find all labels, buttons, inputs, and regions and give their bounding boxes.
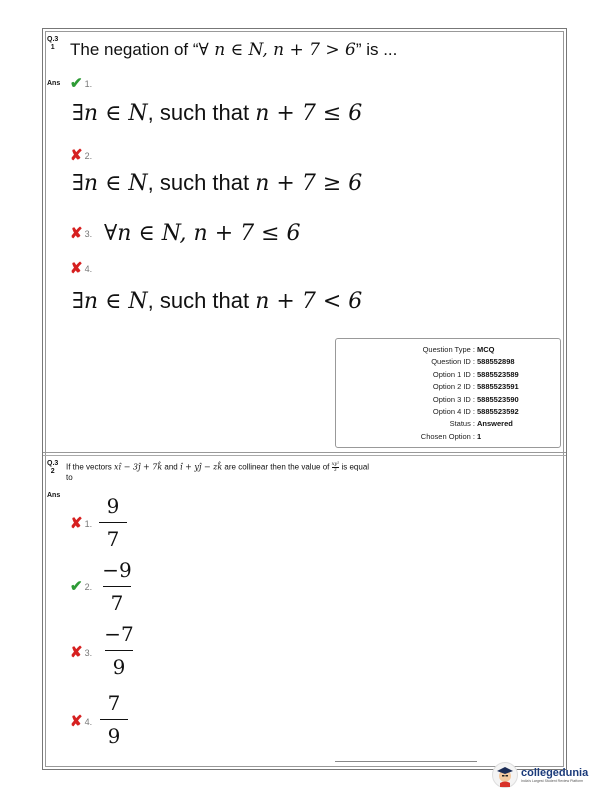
vector-expression: xî − 3ĵ + 7k̂ xyxy=(114,462,163,472)
fraction-denominator: 9 xyxy=(107,724,121,748)
option-fraction xyxy=(93,494,133,551)
question-text-part: and xyxy=(162,462,180,472)
option-number: 2. xyxy=(84,150,93,161)
option-math: ∃n ∈ N xyxy=(72,101,148,126)
cross-icon: ✘ xyxy=(70,644,83,661)
option-fraction xyxy=(94,691,134,748)
option-math: n + 7 ≥ 6 xyxy=(255,171,363,196)
option-marker xyxy=(70,76,92,91)
option-marker xyxy=(70,579,92,594)
info-row xyxy=(336,370,560,379)
cross-icon: ✘ xyxy=(70,515,83,532)
graduate-icon xyxy=(492,762,518,788)
question-text-prefix: The negation of “ xyxy=(70,40,199,59)
option-math: ∀n ∈ N, n + 7 ≤ 6 xyxy=(104,221,301,246)
question-text-part: to xyxy=(66,473,73,482)
option-number: 4. xyxy=(84,263,93,274)
option-number: 1. xyxy=(84,518,93,529)
check-icon: ✔ xyxy=(70,75,83,92)
option-text: , such that xyxy=(147,170,256,195)
section-divider xyxy=(43,452,566,453)
fraction-numerator: 9 xyxy=(106,494,120,518)
fraction-bar xyxy=(100,719,128,720)
logo-name: collegedunia xyxy=(521,766,589,779)
info-value: MCQ xyxy=(477,345,495,354)
info-row xyxy=(336,382,560,391)
cross-icon: ✘ xyxy=(70,225,83,242)
cross-icon: ✘ xyxy=(70,713,83,730)
option-math: n + 7 ≤ 6 xyxy=(255,101,363,126)
info-row xyxy=(336,407,560,416)
option-marker xyxy=(70,148,92,163)
footer-line xyxy=(335,761,477,762)
answer-label: Ans xyxy=(47,492,61,499)
fraction-denominator: 7 xyxy=(106,527,120,551)
fraction-numerator: −9 xyxy=(102,558,132,582)
fraction-numerator: −7 xyxy=(104,622,134,646)
question-text xyxy=(70,40,397,60)
info-key: Option 2 ID : xyxy=(432,382,475,392)
info-key: Status : xyxy=(449,419,475,429)
question-text xyxy=(66,462,486,483)
info-row xyxy=(336,419,560,428)
info-key: Chosen Option : xyxy=(420,431,475,441)
option-marker xyxy=(70,261,92,276)
fraction-numerator: xy² xyxy=(331,461,340,467)
info-key: Option 3 ID : xyxy=(432,394,475,404)
fraction-numerator: 7 xyxy=(107,691,121,715)
option-fraction xyxy=(97,558,137,615)
info-value: Answered xyxy=(477,419,513,429)
option-number: 3. xyxy=(84,228,93,239)
option-1 xyxy=(72,100,362,126)
question-text-part: are collinear then the value of xyxy=(222,462,332,472)
question-info-box xyxy=(335,338,561,448)
fraction-denominator: 9 xyxy=(112,655,126,679)
info-value: 588552898 xyxy=(477,357,515,367)
vector-expression: î + yĵ − zk̂ xyxy=(179,462,223,472)
question-text-suffix: ” is ... xyxy=(355,40,398,59)
info-row xyxy=(336,345,560,354)
option-math: n + 7 < 6 xyxy=(255,289,363,314)
option-4 xyxy=(72,288,362,314)
question-number xyxy=(47,36,58,52)
fraction-denominator: z xyxy=(334,467,337,473)
option-number: 4. xyxy=(84,716,93,727)
option-number: 3. xyxy=(84,647,93,658)
question-number-label: Q.3 xyxy=(47,36,59,43)
info-row xyxy=(336,357,560,366)
info-key: Question Type : xyxy=(422,345,475,354)
info-key: Question ID : xyxy=(431,357,475,367)
option-marker xyxy=(70,226,92,241)
question-number-sub: 2 xyxy=(50,468,55,475)
option-marker xyxy=(70,714,92,729)
option-marker xyxy=(70,516,92,531)
fraction-bar xyxy=(105,650,133,651)
option-fraction xyxy=(99,622,139,679)
info-value: 1 xyxy=(477,431,482,441)
collegedunia-logo xyxy=(492,762,588,788)
option-2 xyxy=(72,170,362,196)
answer-label: Ans xyxy=(47,80,61,87)
info-value: 5885523591 xyxy=(477,382,519,392)
question-math: ∀ n ∈ N, n + 7 > 6 xyxy=(198,40,356,60)
fraction-bar xyxy=(103,586,131,587)
option-3 xyxy=(104,220,301,246)
option-text: , such that xyxy=(147,100,256,125)
option-text: , such that xyxy=(147,288,256,313)
option-math: ∃n ∈ N xyxy=(72,289,148,314)
question-text-part: If the vectors xyxy=(66,462,115,472)
option-marker xyxy=(70,645,92,660)
info-value: 5885523592 xyxy=(477,407,519,416)
info-row xyxy=(336,432,560,441)
info-key: Option 4 ID : xyxy=(432,407,475,416)
option-number: 1. xyxy=(84,78,93,89)
info-value: 5885523590 xyxy=(477,394,519,404)
question-number xyxy=(47,460,58,476)
logo-tagline: India's Largest Student Review Platform xyxy=(521,778,584,783)
question-number-label: Q.3 xyxy=(47,460,59,467)
fraction-bar xyxy=(99,522,127,523)
question-text-part: is equal xyxy=(339,462,370,472)
info-row xyxy=(336,395,560,404)
option-number: 2. xyxy=(84,581,93,592)
cross-icon: ✘ xyxy=(70,147,83,164)
section-divider xyxy=(43,455,566,456)
info-key: Option 1 ID : xyxy=(432,369,475,379)
cross-icon: ✘ xyxy=(70,260,83,277)
info-value: 5885523589 xyxy=(477,369,519,379)
check-icon: ✔ xyxy=(70,578,83,595)
option-math: ∃n ∈ N xyxy=(72,171,148,196)
fraction-denominator: 7 xyxy=(110,591,124,615)
question-number-sub: 1 xyxy=(50,44,55,51)
